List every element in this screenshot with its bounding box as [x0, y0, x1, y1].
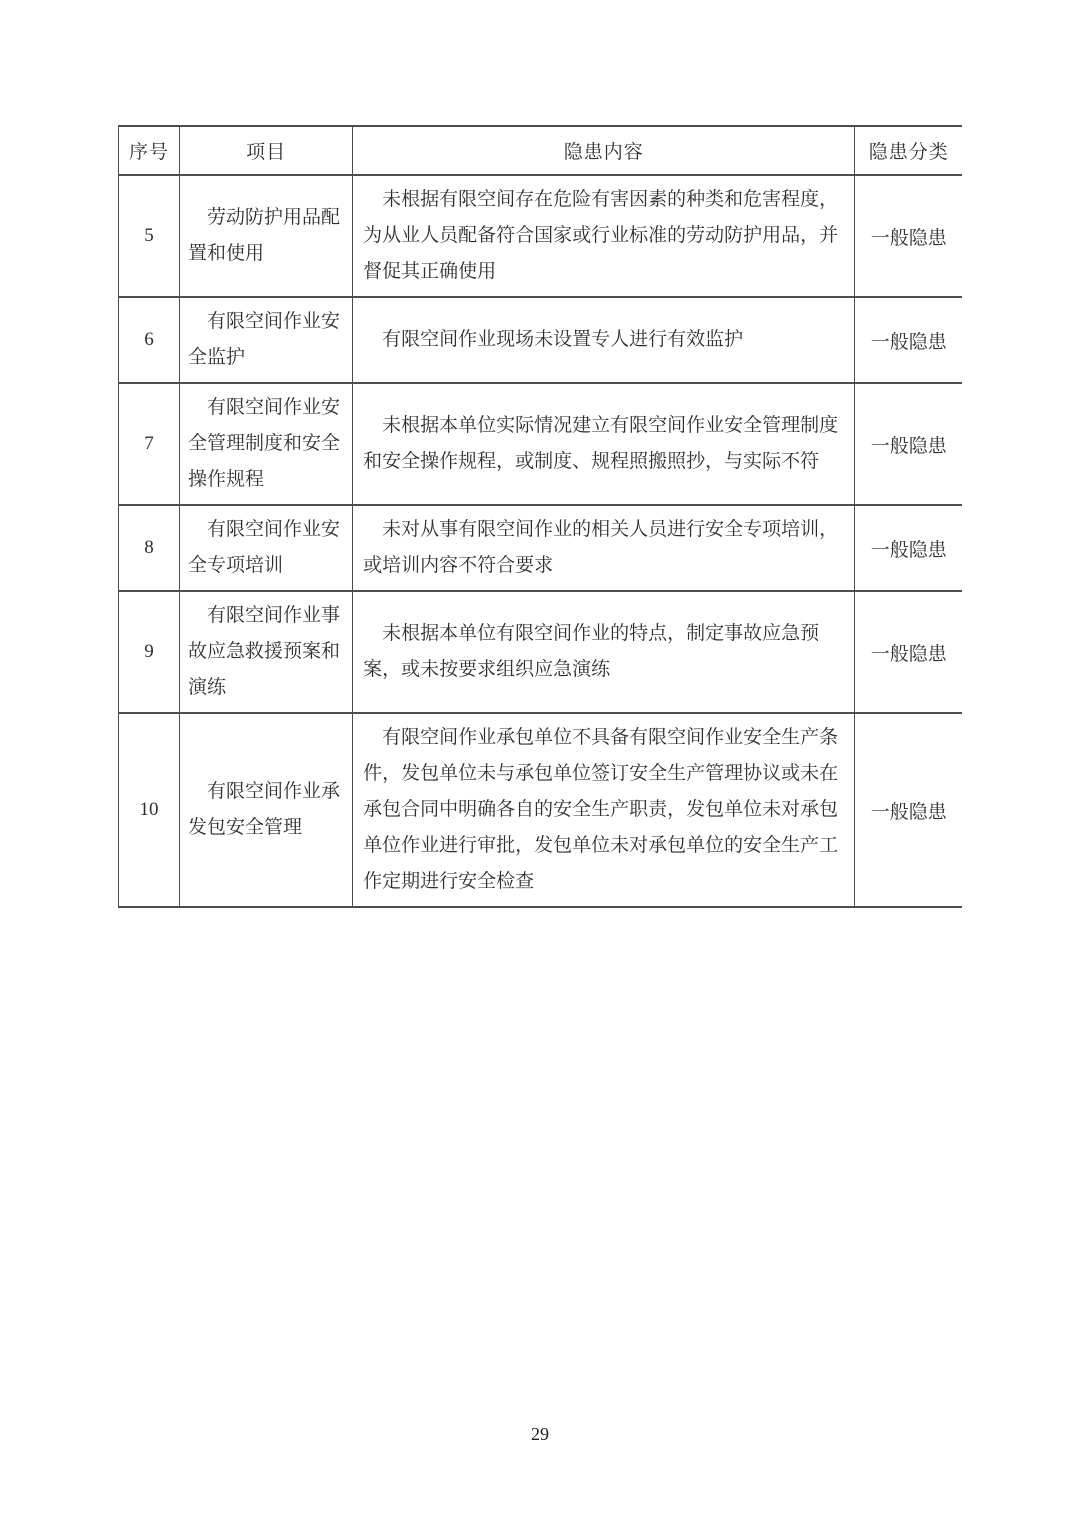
cell-category: 一般隐患: [855, 591, 962, 713]
table-row: [119, 175, 963, 297]
header-no: 序号: [119, 126, 180, 175]
cell-item: 有限空间作业安全专项培训: [180, 505, 353, 591]
cell-content: 未对从事有限空间作业的相关人员进行安全专项培训，或培训内容不符合要求: [353, 505, 855, 591]
cell-content: 未根据本单位实际情况建立有限空间作业安全管理制度和安全操作规程，或制度、规程照搬照抄，与实际不符: [353, 383, 855, 505]
table-row: [119, 591, 963, 713]
cell-no: 8: [119, 505, 180, 591]
cell-category: 一般隐患: [855, 175, 962, 297]
header-content: 隐患内容: [353, 126, 855, 175]
hazard-table: [118, 125, 962, 908]
cell-content: 未根据本单位有限空间作业的特点，制定事故应急预案，或未按要求组织应急演练: [353, 591, 855, 713]
cell-item: 有限空间作业安全管理制度和安全操作规程: [180, 383, 353, 505]
cell-item: 劳动防护用品配置和使用: [180, 175, 353, 297]
cell-item: 有限空间作业承发包安全管理: [180, 713, 353, 907]
cell-no: 9: [119, 591, 180, 713]
cell-category: 一般隐患: [855, 383, 962, 505]
table-row: [119, 505, 963, 591]
cell-content: 未根据有限空间存在危险有害因素的种类和危害程度，为从业人员配备符合国家或行业标准的劳动防护用品，并督促其正确使用: [353, 175, 855, 297]
cell-content: 有限空间作业承包单位不具备有限空间作业安全生产条件，发包单位未与承包单位签订安全生产管理协议或未在承包合同中明确各自的安全生产职责，发包单位未对承包单位作业进行审批，发包单位未对承包单位的安全生产工作定期进行安全检查: [353, 713, 855, 907]
cell-content: 有限空间作业现场未设置专人进行有效监护: [353, 297, 855, 383]
page-number: 29: [531, 1424, 549, 1444]
cell-category: 一般隐患: [855, 713, 962, 907]
cell-no: 5: [119, 175, 180, 297]
cell-item: 有限空间作业安全监护: [180, 297, 353, 383]
header-category: 隐患分类: [855, 126, 962, 175]
table-row: [119, 383, 963, 505]
cell-no: 6: [119, 297, 180, 383]
header-item: 项目: [180, 126, 353, 175]
cell-item: 有限空间作业事故应急救援预案和演练: [180, 591, 353, 713]
table-row: [119, 713, 963, 907]
cell-category: 一般隐患: [855, 505, 962, 591]
table-row: [119, 297, 963, 383]
cell-category: 一般隐患: [855, 297, 962, 383]
table-header-row: [119, 126, 963, 175]
cell-no: 10: [119, 713, 180, 907]
cell-no: 7: [119, 383, 180, 505]
